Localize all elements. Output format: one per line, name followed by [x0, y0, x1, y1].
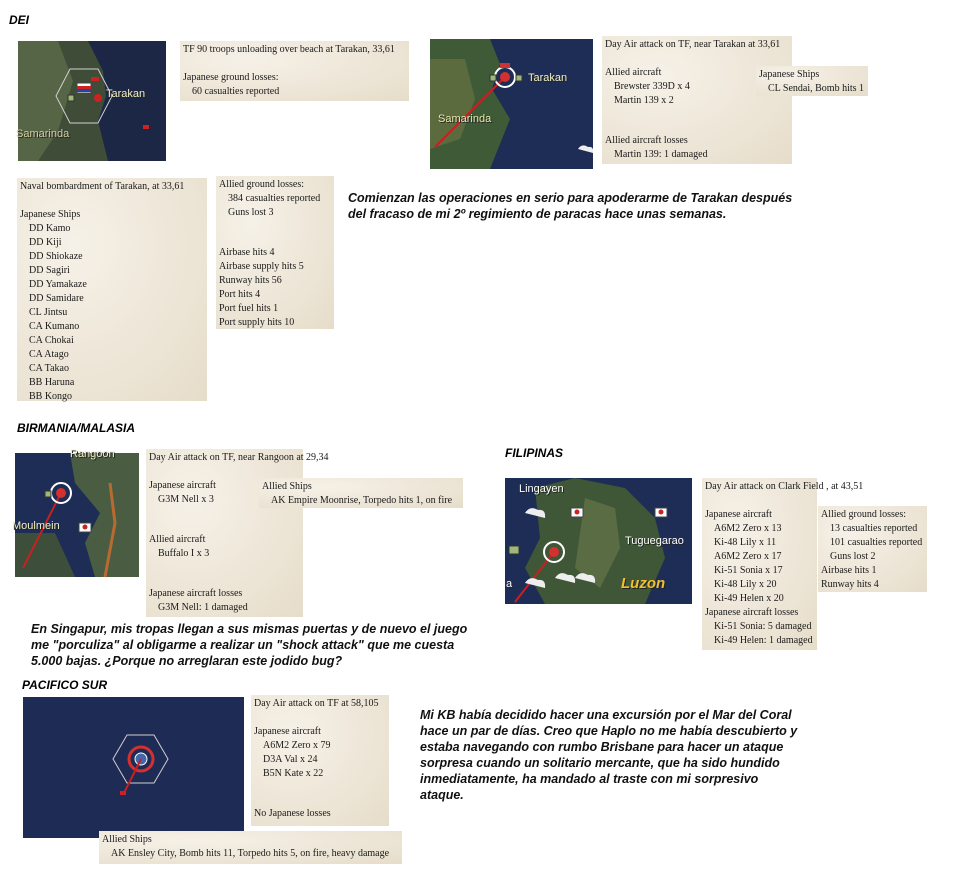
jap-losses-header: Japanese aircraft losses — [705, 607, 799, 618]
map-coral-sea-terrain — [23, 697, 244, 838]
report-title: Naval bombardment of Tarakan, at 33,61 — [20, 181, 185, 192]
ground-losses-header: Allied ground losses: — [821, 509, 906, 520]
map-label-samarinda: Samarinda — [16, 128, 70, 140]
section-title-birmania: BIRMANIA/MALASIA — [17, 421, 135, 435]
ground-loss-item: 13 casualties reported — [830, 523, 918, 534]
jap-aircraft-item: B5N Kate x 22 — [263, 768, 324, 779]
comment-singapur: En Singapur, mis tropas llegan a sus mismas puertas y de nuevo el juego me "porculiza" al obligarme a realizar un "shock attack" que me cuesta 5.000 bajas. ¿Porque no arreglaran este jodido bug? — [31, 622, 468, 668]
map-label-lingayen: Lingayen — [519, 483, 564, 495]
ship-item: DD Samidare — [29, 293, 84, 304]
allied-aircraft-header: Allied aircraft — [149, 534, 206, 545]
ground-loss-item: 101 casualties reported — [830, 537, 923, 548]
map-label-luzon: Luzon — [621, 575, 666, 592]
jap-aircraft-header: Japanese aircraft — [705, 509, 772, 520]
jap-aircraft-item: A6M2 Zero x 17 — [714, 551, 782, 562]
jap-aircraft-item: G3M Nell x 3 — [158, 494, 214, 505]
map-label-tarakan: Tarakan — [528, 72, 568, 84]
no-losses: No Japanese losses — [254, 808, 331, 819]
hit-item: Port fuel hits 1 — [219, 303, 279, 314]
report-air-rangoon-ships — [259, 478, 463, 508]
hit-item: Airbase supply hits 5 — [219, 261, 304, 272]
report-air-clark-ground — [818, 506, 927, 592]
ground-losses-header: Allied ground losses: — [219, 179, 304, 190]
ship-item: CA Chokai — [29, 335, 74, 346]
report-title: Day Air attack on TF at 58,105 — [254, 698, 379, 709]
hit-item: Airbase hits 1 — [821, 565, 877, 576]
jap-aircraft-item: Ki-48 Lily x 20 — [714, 579, 777, 590]
allied-aircraft-header: Allied aircraft — [605, 67, 662, 78]
report-title: Day Air attack on Clark Field , at 43,51 — [705, 481, 864, 492]
hit-item: Airbase hits 4 — [219, 247, 275, 258]
allied-unit-counter — [68, 95, 74, 101]
jap-aircraft-header: Japanese aircraft — [254, 726, 321, 737]
report-air-pacific — [251, 695, 389, 826]
jap-losses-item: Ki-49 Helen: 1 damaged — [714, 635, 813, 646]
losses-header: Japanese ground losses: — [183, 72, 279, 83]
section-title-dei: DEI — [9, 13, 30, 27]
allied-losses-item: Martin 139: 1 damaged — [614, 149, 708, 160]
map-tarakan-1-terrain — [18, 41, 166, 161]
allied-aircraft-item: Brewster 339D x 4 — [614, 81, 690, 92]
jap-losses-item: G3M Nell: 1 damaged — [158, 602, 248, 613]
ship-item: DD Kiji — [29, 237, 62, 248]
jap-losses-header: Japanese aircraft losses — [149, 588, 243, 599]
map-tarakan-2[interactable] — [430, 39, 593, 169]
hit-item: Runway hits 56 — [219, 275, 282, 286]
ships-header: Japanese Ships — [20, 209, 81, 220]
map-label-a: a — [506, 578, 513, 590]
ship-item: BB Haruna — [29, 377, 75, 388]
report-title: Day Air attack on TF, near Rangoon at 29,34 — [149, 452, 329, 463]
hit-item: Runway hits 4 — [821, 579, 879, 590]
comment-coral: Mi KB había decidido hacer una excursión por el Mar del Coral hace un par de días. Creo que Haplo no me había descubierto y estaba navegando con rumbo Brisbane para hacer un ataque sorpresa cuando un solitario mercante, que ha sido hundido inmediatamente, ha mandado al traste con mi sorpresivo ataque. — [420, 708, 798, 802]
map-luzon[interactable] — [505, 478, 692, 604]
jap-aircraft-item: A6M2 Zero x 79 — [263, 740, 331, 751]
report-air-rangoon — [146, 449, 329, 617]
ship-item: CA Kumano — [29, 321, 80, 332]
hit-item: Port supply hits 10 — [219, 317, 295, 328]
jap-losses-item: Ki-51 Sonia: 5 damaged — [714, 621, 812, 632]
jap-aircraft-header: Japanese aircraft — [149, 480, 216, 491]
ship-item: CA Takao — [29, 363, 69, 374]
section-title-pacifico: PACIFICO SUR — [22, 678, 108, 692]
losses-value: 60 casualties reported — [192, 86, 280, 97]
map-rangoon[interactable] — [12, 448, 139, 577]
ground-loss-item: 384 casualties reported — [228, 193, 321, 204]
map-label-tuguegarao: Tuguegarao — [625, 535, 684, 547]
allied-losses-header: Allied aircraft losses — [605, 135, 688, 146]
report-air-tarakan-ships — [756, 66, 868, 96]
jap-aircraft-item: D3A Val x 24 — [263, 754, 318, 765]
map-label-tarakan: Tarakan — [106, 88, 146, 100]
ships-item: AK Empire Moonrise, Torpedo hits 1, on fire — [271, 495, 453, 506]
ship-item: CA Atago — [29, 349, 69, 360]
ship-item: DD Yamakaze — [29, 279, 87, 290]
jap-aircraft-item: Ki-48 Lily x 11 — [714, 537, 777, 548]
ship-item: CL Jintsu — [29, 307, 68, 318]
allied-aircraft-item: Buffalo I x 3 — [158, 548, 210, 559]
comment-tarakan: Comienzan las operaciones en serio para apoderarme de Tarakan después del fracaso de mi 2º regimiento de paracas hace unas semanas. — [348, 191, 793, 221]
ship-item: DD Kamo — [29, 223, 71, 234]
jap-aircraft-item: A6M2 Zero x 13 — [714, 523, 782, 534]
map-label-rangoon: Rangoon — [70, 448, 115, 460]
ground-loss-item: Guns lost 2 — [830, 551, 876, 562]
ship-item: DD Sagiri — [29, 265, 70, 276]
map-tarakan-2-terrain — [430, 39, 593, 169]
ships-item: CL Sendai, Bomb hits 1 — [768, 83, 865, 94]
report-title: Day Air attack on TF, near Tarakan at 33,61 — [605, 39, 781, 50]
report-title: TF 90 troops unloading over beach at Tarakan, 33,61 — [183, 44, 395, 55]
map-tarakan-1[interactable] — [18, 41, 166, 161]
ship-item: DD Shiokaze — [29, 251, 83, 262]
ships-item: AK Ensley City, Bomb hits 11, Torpedo hits 5, on fire, heavy damage — [111, 848, 390, 859]
report-allied-ground-tarakan — [216, 176, 334, 329]
ships-header: Allied Ships — [262, 481, 312, 492]
report-bombardment — [17, 178, 207, 401]
ships-header: Japanese Ships — [759, 69, 820, 80]
report-air-tarakan — [602, 36, 792, 164]
ships-header: Allied Ships — [102, 834, 152, 845]
report-air-pacific-ships — [99, 831, 402, 864]
ground-loss-item: Guns lost 3 — [228, 207, 274, 218]
jap-aircraft-item: Ki-51 Sonia x 17 — [714, 565, 783, 576]
section-title-filipinas: FILIPINAS — [505, 446, 564, 460]
ship-item: BB Kongo — [29, 391, 73, 402]
report-tf90 — [180, 41, 409, 101]
base-marker — [94, 94, 102, 102]
jap-aircraft-item: Ki-49 Helen x 20 — [714, 593, 784, 604]
map-label-samarinda: Samarinda — [438, 113, 492, 125]
map-label-moulmein: Moulmein — [12, 520, 60, 532]
map-rangoon-terrain — [15, 453, 139, 577]
allied-aircraft-item: Martin 139 x 2 — [614, 95, 674, 106]
map-coral-sea[interactable] — [23, 697, 244, 838]
hit-item: Port hits 4 — [219, 289, 261, 300]
